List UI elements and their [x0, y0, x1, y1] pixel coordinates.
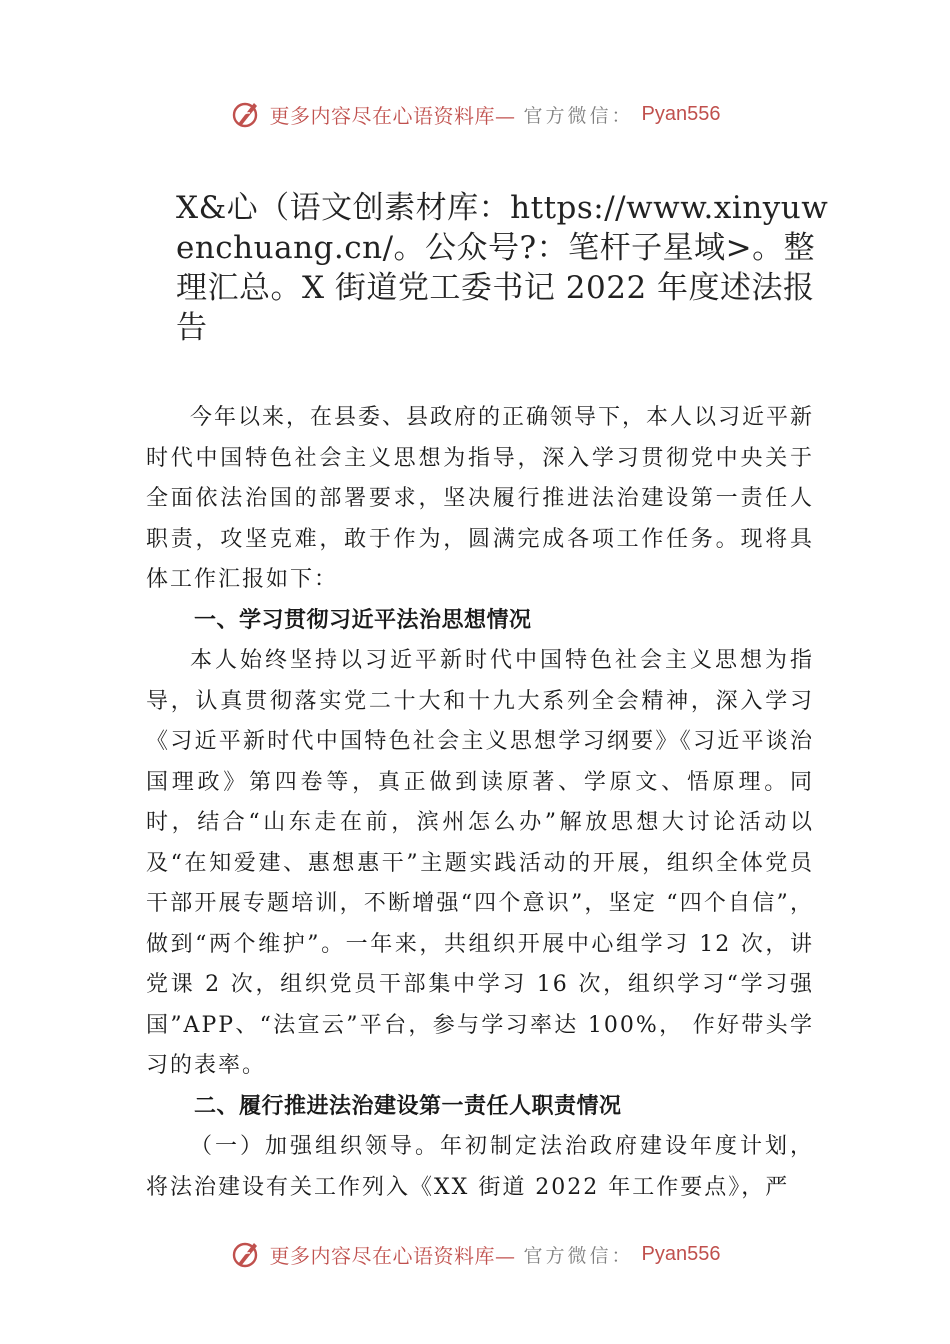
banner-text: 更多内容尽在心语资料库—: [269, 1243, 516, 1268]
section-2-subsection-paragraph: [146, 1127, 814, 1208]
section-1-heading: 一、学习贯彻习近平法治思想情况: [194, 607, 532, 633]
intro-paragraph: 今年以来，在县委、县政府的正确领导下，本人以习近平新时代中国特色社会主义思想为指导，深入学习贯彻党中央关于全面依法治国的部署要求，坚决履行推进法治建设第一责任人职责，攻坚克难，敢于作为，圆满完成各项工作任务。现将具体工作汇报如下：: [146, 405, 815, 592]
wechat-label: 官方微信：: [523, 1244, 634, 1267]
wechat-id: Pyan556: [641, 102, 721, 125]
brush-logo-icon: [230, 98, 262, 130]
brush-logo-icon: [230, 1238, 262, 1270]
header-banner: [0, 94, 950, 134]
section-1-paragraph: 本人始终坚持以习近平新时代中国特色社会主义思想为指导，认真贯彻落实党二十大和十九大系列全会精神，深入学习《习近平新时代中国特色社会主义思想学习纲要》《习近平谈治国理政》第四卷等，真正做到读原著、学原文、悟原理。同时，结合“山东走在前，滨州怎么办”解放思想大讨论活动以及“在知爱建、惠想惠干”主题实践活动的开展，组织全体党员干部开展专题培训，不断增强“四个意识”，坚定 “四个自信”，做到“两个维护”。一年来，共组织开展中心组学习 12 次，讲党课 2 次，组织党员干部集中学习 16 次，组织学习“学习强国”APP、“法宣云”平台，参与学习率达 100%， 作好带头学习的表率。: [146, 648, 814, 1078]
document-body: [146, 398, 814, 1208]
subsection-body: 年初制定法治政府建设年度计划，将法治建设有关工作列入《XX 街道 2022 年工作要点》，严: [146, 1134, 814, 1200]
wechat-id: Pyan556: [641, 1242, 721, 1265]
subsection-lead: （一）加强组织领导。: [190, 1134, 440, 1159]
section-2-heading: 二、履行推进法治建设第一责任人职责情况: [194, 1093, 622, 1119]
banner-text: 更多内容尽在心语资料库—: [269, 103, 516, 128]
wechat-label: 官方微信：: [523, 104, 634, 127]
footer-banner: [0, 1234, 950, 1274]
document-title: X&心（语文创素材库：https://www.xinyuwenchuang.cn/。公众号?：笔杆子星域>。整理汇总。X 街道党工委书记 2022 年度述法报告: [176, 190, 829, 346]
